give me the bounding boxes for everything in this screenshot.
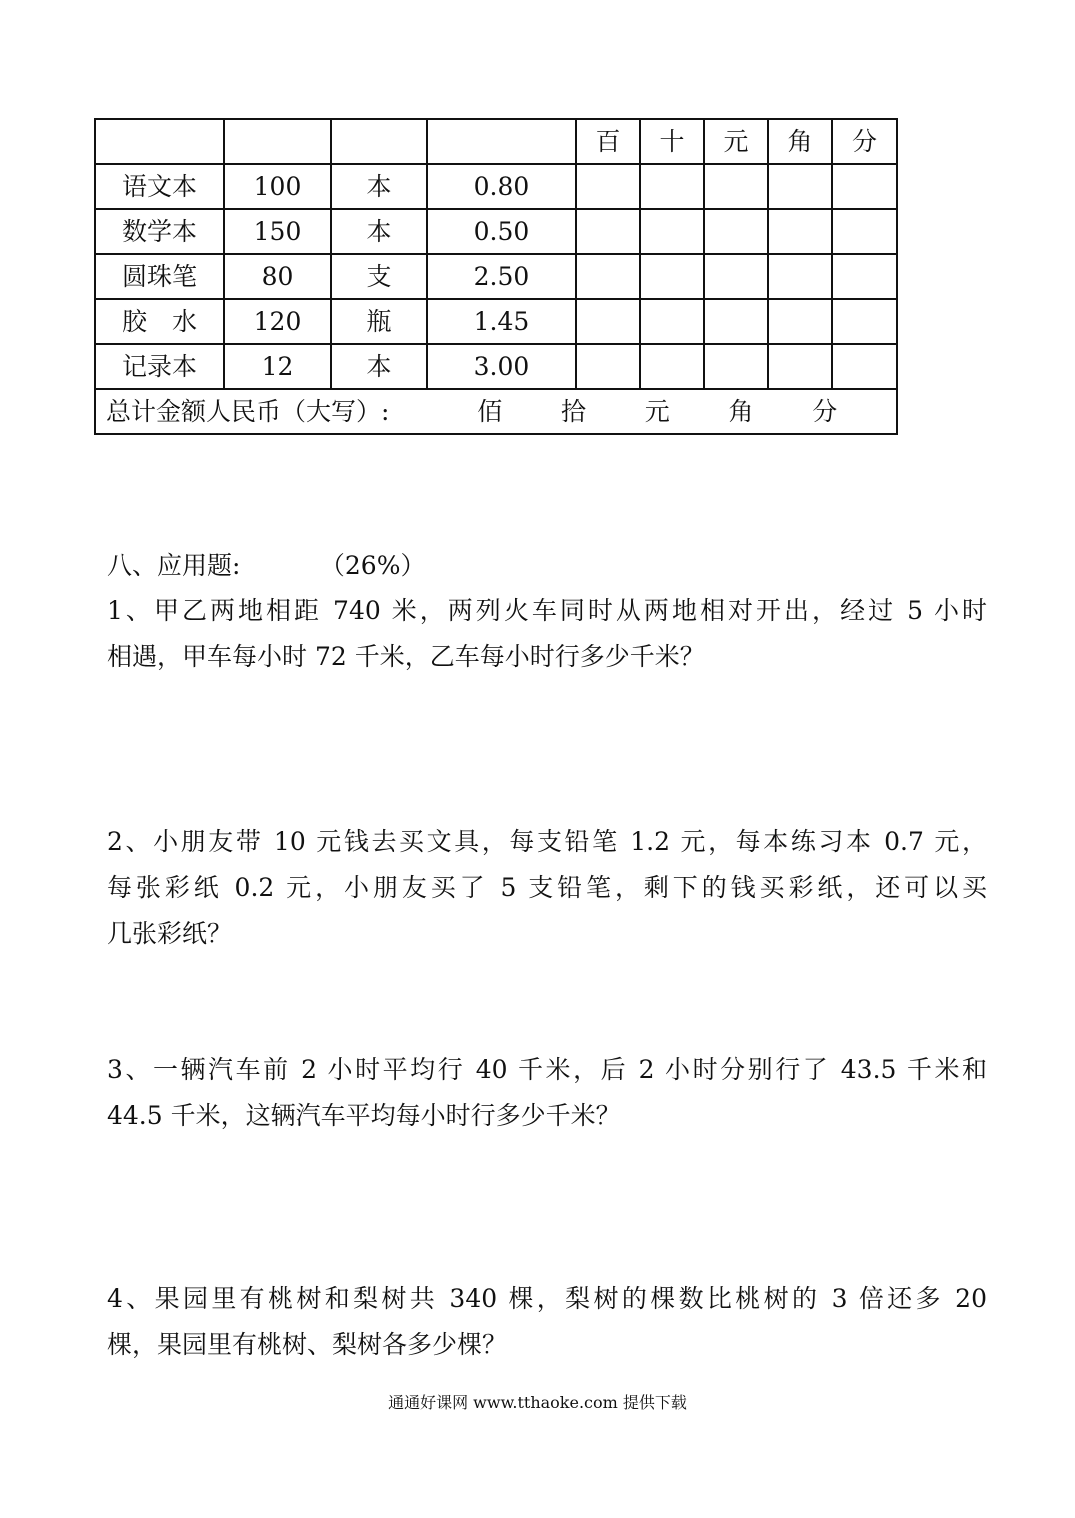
answer-cell[interactable] xyxy=(704,344,768,389)
section-heading xyxy=(107,548,425,584)
section-title: 八、应用题: xyxy=(107,551,241,580)
total-amount-cell[interactable] xyxy=(95,389,897,434)
stationery-price-table xyxy=(94,118,898,435)
answer-cell[interactable] xyxy=(832,164,897,209)
answer-cell[interactable] xyxy=(640,254,704,299)
price-cell: 0.50 xyxy=(427,209,576,254)
answer-cell[interactable] xyxy=(640,209,704,254)
table-row xyxy=(95,254,897,299)
problem-line: 每张彩纸 0.2 元，小朋友买了 5 支铅笔，剩下的钱买彩纸，还可以买 xyxy=(107,873,987,902)
answer-cell[interactable] xyxy=(768,254,832,299)
total-amount-label: 总计金额人民币（大写）: xyxy=(106,397,390,426)
price-cell: 3.00 xyxy=(427,344,576,389)
problem-line: 44.5 千米，这辆汽车平均每小时行多少千米？ xyxy=(107,1101,621,1130)
header-cell xyxy=(95,119,224,164)
header-cell-hundreds: 百 xyxy=(576,119,640,164)
section-score: （26%） xyxy=(319,551,426,580)
quantity-cell: 150 xyxy=(224,209,331,254)
answer-cell[interactable] xyxy=(704,209,768,254)
problem-line: 几张彩纸？ xyxy=(107,919,233,948)
header-cell-tens: 十 xyxy=(640,119,704,164)
unit-cell: 支 xyxy=(331,254,427,299)
header-cell-jiao: 角 xyxy=(768,119,832,164)
total-unit-shi: 拾 xyxy=(560,397,586,426)
total-amount-row xyxy=(95,389,897,434)
header-cell xyxy=(427,119,576,164)
quantity-cell: 100 xyxy=(224,164,331,209)
unit-cell: 本 xyxy=(331,344,427,389)
problem-line: 2、小朋友带 10 元钱去买文具，每支铅笔 1.2 元，每本练习本 0.7 元， xyxy=(107,827,987,856)
item-name-cell: 圆珠笔 xyxy=(95,254,224,299)
answer-cell[interactable] xyxy=(576,344,640,389)
answer-cell[interactable] xyxy=(768,344,832,389)
answer-cell[interactable] xyxy=(640,344,704,389)
word-problem-2 xyxy=(107,819,987,957)
answer-cell[interactable] xyxy=(640,299,704,344)
item-name-cell: 数学本 xyxy=(95,209,224,254)
answer-cell[interactable] xyxy=(704,299,768,344)
problem-line: 4、果园里有桃树和梨树共 340 棵，梨树的棵数比桃树的 3 倍还多 20 xyxy=(107,1284,987,1313)
answer-cell[interactable] xyxy=(640,164,704,209)
header-cell-yuan: 元 xyxy=(704,119,768,164)
table-row xyxy=(95,344,897,389)
total-amount-line xyxy=(106,399,896,424)
answer-cell[interactable] xyxy=(768,299,832,344)
answer-cell[interactable] xyxy=(768,164,832,209)
table-header-row xyxy=(95,119,897,164)
answer-cell[interactable] xyxy=(576,254,640,299)
table-row xyxy=(95,209,897,254)
unit-cell: 瓶 xyxy=(331,299,427,344)
quantity-cell: 12 xyxy=(224,344,331,389)
unit-cell: 本 xyxy=(331,209,427,254)
total-unit-fen: 分 xyxy=(812,397,838,426)
price-cell: 2.50 xyxy=(427,254,576,299)
answer-cell[interactable] xyxy=(832,209,897,254)
item-name-cell: 胶 水 xyxy=(95,299,224,344)
answer-cell[interactable] xyxy=(768,209,832,254)
problem-line: 相遇，甲车每小时 72 千米，乙车每小时行多少千米？ xyxy=(107,642,705,671)
word-problem-3 xyxy=(107,1047,987,1139)
table-row xyxy=(95,164,897,209)
total-unit-yuan: 元 xyxy=(644,397,670,426)
quantity-cell: 80 xyxy=(224,254,331,299)
answer-cell[interactable] xyxy=(576,299,640,344)
header-cell xyxy=(331,119,427,164)
answer-cell[interactable] xyxy=(576,209,640,254)
item-name-cell: 记录本 xyxy=(95,344,224,389)
word-problem-4 xyxy=(107,1276,987,1368)
table-row xyxy=(95,299,897,344)
word-problem-1 xyxy=(107,588,987,680)
answer-cell[interactable] xyxy=(832,254,897,299)
answer-cell[interactable] xyxy=(832,299,897,344)
problem-line: 棵，果园里有桃树、梨树各多少棵？ xyxy=(107,1330,508,1359)
problem-line: 1、甲乙两地相距 740 米，两列火车同时从两地相对开出，经过 5 小时 xyxy=(107,596,987,625)
quantity-cell: 120 xyxy=(224,299,331,344)
answer-cell[interactable] xyxy=(832,344,897,389)
price-cell: 0.80 xyxy=(427,164,576,209)
answer-cell[interactable] xyxy=(576,164,640,209)
answer-cell[interactable] xyxy=(704,254,768,299)
unit-cell: 本 xyxy=(331,164,427,209)
price-cell: 1.45 xyxy=(427,299,576,344)
answer-cell[interactable] xyxy=(704,164,768,209)
total-unit-bai: 佰 xyxy=(477,397,503,426)
item-name-cell: 语文本 xyxy=(95,164,224,209)
page-footer: 通通好课网 www.tthaoke.com 提供下载 xyxy=(388,1393,687,1412)
header-cell xyxy=(224,119,331,164)
header-cell-fen: 分 xyxy=(832,119,897,164)
total-unit-jiao: 角 xyxy=(728,397,754,426)
problem-line: 3、一辆汽车前 2 小时平均行 40 千米，后 2 小时分别行了 43.5 千米和 xyxy=(107,1055,987,1084)
